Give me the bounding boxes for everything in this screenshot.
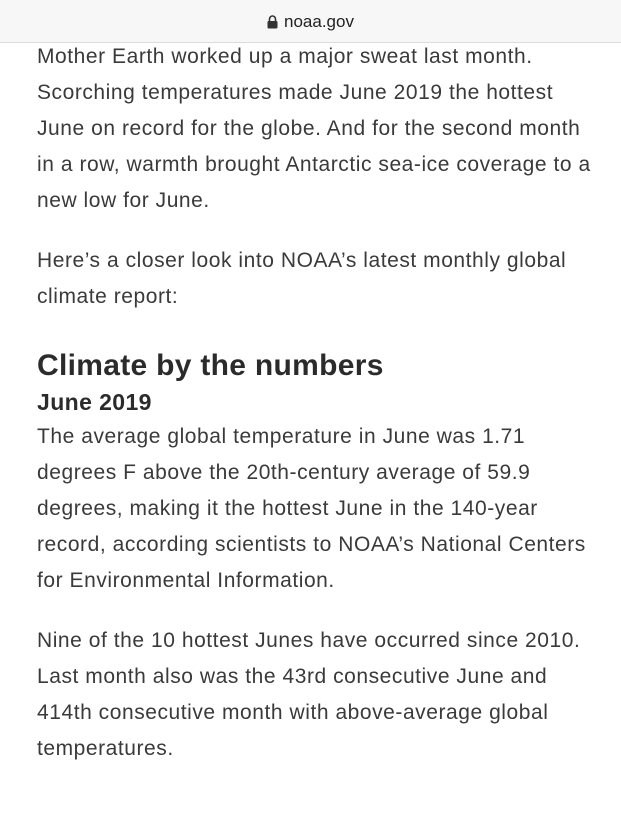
url-text: noaa.gov [284, 12, 354, 31]
address-bar[interactable] [0, 0, 621, 43]
temperature-paragraph: The average global temperature in June was 1.71 degrees F above the 20th-century average of 59.9 degrees, making it the hottest June in the 140-year record, according scientists to NOAA’s National Centers for Environmental Information. [37, 425, 586, 592]
section-title: Climate by the numbers [37, 349, 384, 382]
intro-paragraph: Mother Earth worked up a major sweat last month. Scorching temperatures made June 2019 the hottest June on record for the globe. And for the second month in a row, warmth brought Antarctic sea-ice coverage to a new low for June. [37, 45, 591, 212]
lock-icon [267, 15, 278, 29]
lead-in-paragraph: Here’s a closer look into NOAA’s latest monthly global climate report: [37, 249, 567, 308]
url-display[interactable] [267, 12, 354, 32]
article-body [37, 39, 597, 767]
section-subtitle: June 2019 [37, 389, 152, 415]
records-paragraph: Nine of the 10 hottest Junes have occurred since 2010. Last month also was the 43rd consecutive June and 414th consecutive month with above-average global temperatures. [37, 629, 581, 760]
